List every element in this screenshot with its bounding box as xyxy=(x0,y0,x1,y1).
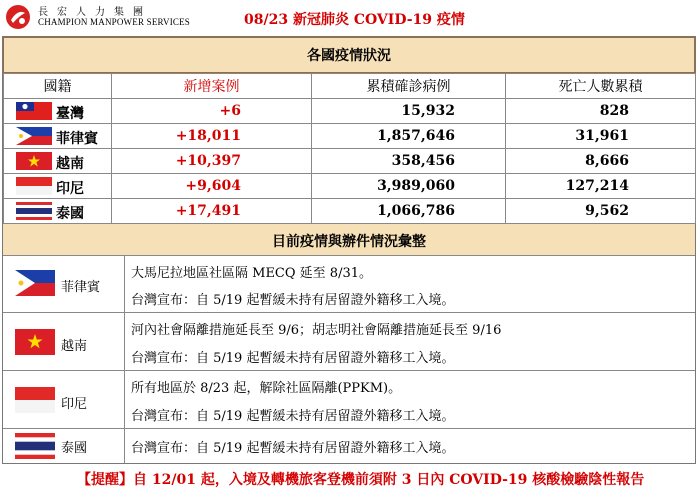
document-title: 08/23 新冠肺炎 COVID-19 疫情 xyxy=(244,12,465,28)
status-row xyxy=(3,429,695,463)
new-cases-value: +10,397 xyxy=(112,149,312,174)
status-country-name: 越南 xyxy=(61,339,88,354)
section-title-text: 目前疫情與辦件情況彙整 xyxy=(272,234,426,250)
total-cases-value: 358,456 xyxy=(312,149,506,174)
status-row xyxy=(3,371,695,429)
status-line: 台灣宣布：自 5/19 起暫緩未持有居留證外籍移工入境。 xyxy=(131,441,455,456)
section-title-country-status xyxy=(3,37,695,73)
company-logo-icon xyxy=(4,3,32,31)
deaths-value: 31,961 xyxy=(506,124,696,149)
total-cases-value: 1,066,786 xyxy=(312,199,506,224)
vietnam-flag-icon xyxy=(15,329,55,355)
country-name: 越南 xyxy=(56,156,84,172)
company-name-chinese: 長宏人力集團 xyxy=(38,7,152,18)
country-name: 泰國 xyxy=(56,206,84,222)
report-table-frame xyxy=(2,36,696,464)
section-title-text: 各國疫情狀況 xyxy=(307,48,391,64)
header-deaths: 死亡人數累積 xyxy=(506,74,696,99)
header-country: 國籍 xyxy=(4,74,112,99)
status-country-cell xyxy=(3,313,125,370)
philippines-flag-icon xyxy=(15,270,55,296)
vietnam-flag-icon xyxy=(16,152,52,170)
deaths-value: 828 xyxy=(506,99,696,124)
country-name: 印尼 xyxy=(56,181,84,197)
country-cell xyxy=(4,149,112,174)
country-cell xyxy=(4,199,112,224)
new-cases-value: +6 xyxy=(112,99,312,124)
new-cases-value: +17,491 xyxy=(112,199,312,224)
table-row xyxy=(4,174,696,199)
section-title-summary xyxy=(3,223,695,256)
country-cell xyxy=(4,174,112,199)
deaths-value: 127,214 xyxy=(506,174,696,199)
status-row xyxy=(3,313,695,371)
company-name-english: CHAMPION MANPOWER SERVICES xyxy=(38,17,190,27)
status-line: 所有地區於 8/23 起，解除社區隔離(PPKM)。 xyxy=(131,381,402,396)
status-country-cell xyxy=(3,256,125,312)
status-line: 台灣宣布：自 5/19 起暫緩未持有居留證外籍移工入境。 xyxy=(131,409,455,424)
header xyxy=(0,0,700,36)
philippines-flag-icon xyxy=(16,127,52,145)
status-country-cell xyxy=(3,371,125,428)
country-name: 菲律賓 xyxy=(56,131,98,147)
indonesia-flag-icon xyxy=(16,177,52,195)
total-cases-value: 15,932 xyxy=(312,99,506,124)
country-cell xyxy=(4,124,112,149)
thailand-flag-icon xyxy=(15,433,55,459)
table-row xyxy=(4,124,696,149)
status-row xyxy=(3,256,695,313)
footer-notice: 【提醒】自 12/01 起，入境及轉機旅客登機前須附 3 日內 COVID-19 核酸檢驗陰性報告 xyxy=(77,472,645,488)
new-cases-value: +18,011 xyxy=(112,124,312,149)
total-cases-value: 3,989,060 xyxy=(312,174,506,199)
cases-table xyxy=(3,73,696,224)
table-row xyxy=(4,149,696,174)
status-country-cell xyxy=(3,429,125,463)
header-new-cases: 新增案例 xyxy=(112,74,312,99)
status-country-name: 菲律賓 xyxy=(61,280,101,295)
header-total-cases: 累積確診病例 xyxy=(312,74,506,99)
status-line: 台灣宣布：自 5/19 起暫緩未持有居留證外籍移工入境。 xyxy=(131,293,455,308)
status-country-name: 泰國 xyxy=(61,441,88,456)
status-country-name: 印尼 xyxy=(61,397,88,412)
thailand-flag-icon xyxy=(16,202,52,220)
table-row xyxy=(4,199,696,224)
status-line: 河內社會隔離措施延長至 9/6；胡志明社會隔離措施延長至 9/16 xyxy=(131,323,502,338)
new-cases-value: +9,604 xyxy=(112,174,312,199)
deaths-value: 9,562 xyxy=(506,199,696,224)
country-name: 臺灣 xyxy=(56,106,84,122)
indonesia-flag-icon xyxy=(15,387,55,413)
deaths-value: 8,666 xyxy=(506,149,696,174)
table-row xyxy=(4,99,696,124)
status-line: 台灣宣布：自 5/19 起暫緩未持有居留證外籍移工入境。 xyxy=(131,351,455,366)
table-header-row xyxy=(4,74,696,99)
country-cell xyxy=(4,99,112,124)
status-line: 大馬尼拉地區社區隔 MECQ 延至 8/31。 xyxy=(131,266,372,281)
taiwan-flag-icon xyxy=(16,102,52,120)
total-cases-value: 1,857,646 xyxy=(312,124,506,149)
